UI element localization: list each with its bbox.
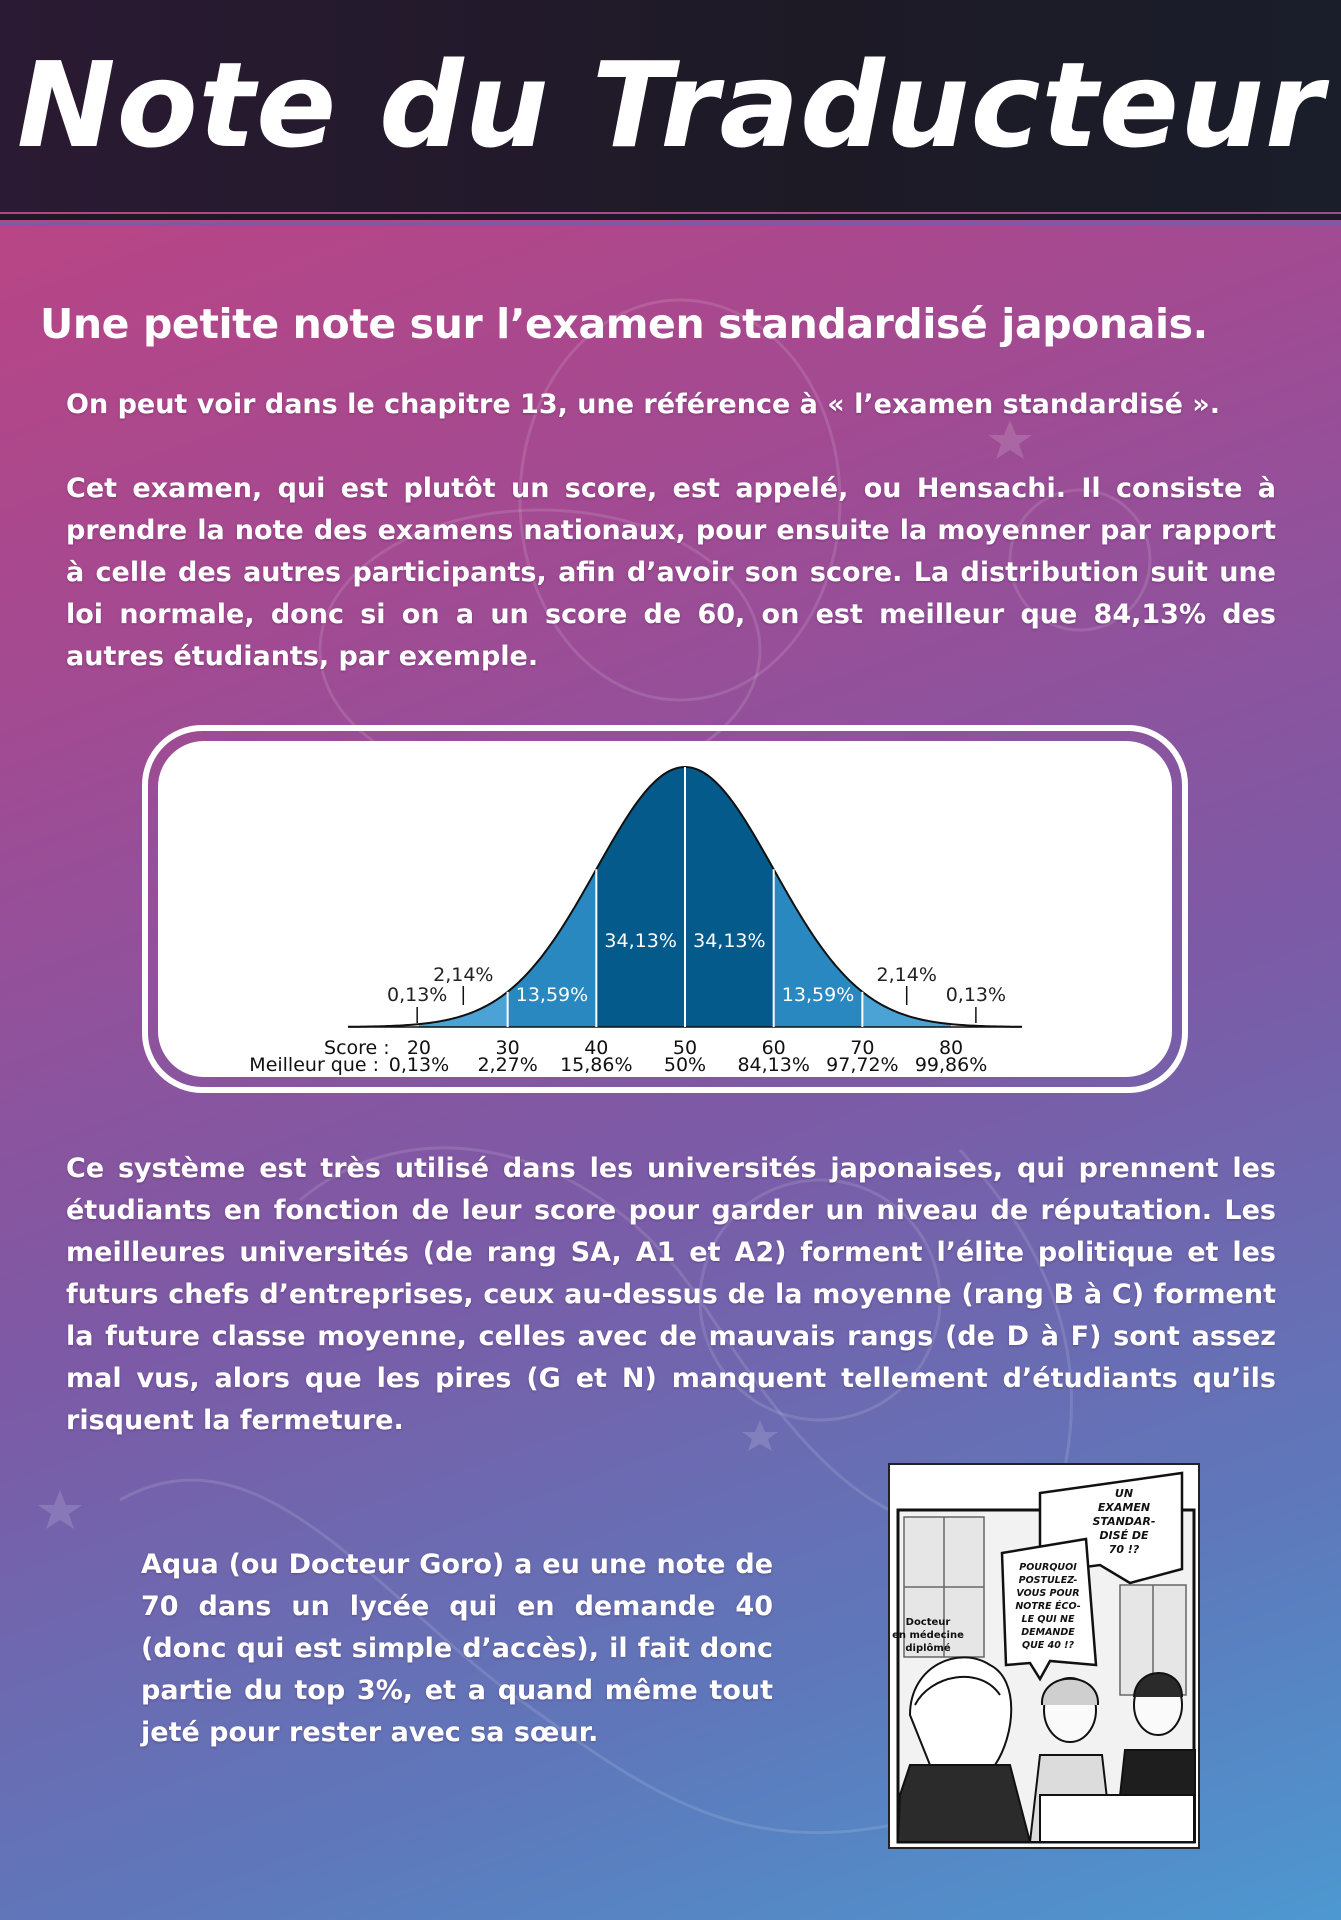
percentile-tick-label: 99,86% xyxy=(914,1054,988,1076)
percentile-tick-label: 0,13% xyxy=(388,1054,450,1076)
band-label: 2,14% xyxy=(876,964,937,986)
band-label: 13,59% xyxy=(781,984,855,1006)
page-title: Note du Traducteur xyxy=(16,36,1325,174)
score-tick-label: 80 xyxy=(938,1037,964,1059)
header-banner xyxy=(0,0,1341,212)
score-tick-label: 40 xyxy=(584,1037,609,1059)
score-tick-label: 20 xyxy=(406,1037,432,1059)
header-divider xyxy=(0,214,1341,220)
manga-text-line: POURQUOI xyxy=(1019,1562,1077,1573)
band-label: 34,13% xyxy=(693,930,766,952)
paragraph-hensachi: Cet examen, qui est plutôt un score, est appelé, ou Hensachi. Il consiste à prendre la note des examens nationaux, pour ensuite la moyenner par rapport à celle des autres participants, afin d’avoir son score. La distribution suit une loi normale, donc si on a un score de 60, on est meilleur que 84,13% des autres étudiants, par exemple. xyxy=(66,473,1276,672)
manga-text-line: LE QUI NE xyxy=(1021,1614,1075,1625)
band-label: 2,14% xyxy=(433,964,494,986)
paragraph-aqua: Aqua (ou Docteur Goro) a eu une note de 70 dans un lycée qui en demande 40 (donc qui est simple d’accès), il fait donc partie du top 3%, et a quand même tout jeté pour rester avec sa sœur. xyxy=(141,1549,773,1748)
speech-bubble-question-text xyxy=(1015,1562,1080,1651)
tail-label: 0,13% xyxy=(386,984,448,1006)
manga-text-line: Docteur xyxy=(905,1617,951,1628)
table xyxy=(1040,1795,1194,1842)
header-accent-divider xyxy=(0,222,1341,226)
paragraph-universities: Ce système est très utilisé dans les universités japonaises, qui prennent les étudiants en fonction de leur score pour garder un niveau de réputation. Les meilleures universités (de rang SA, A1 et A2) forment l’élite politique et les futurs chefs d’entreprises, ceux au-dessus de la moyenne (rang B à C) forment la future classe moyenne, celles avec de mauvais rangs (de D à F) sont assez mal vus, alors que les pires (G et N) manquent tellement d’étudiants qu’ils risquent la fermeture. xyxy=(66,1153,1276,1436)
band-label: 13,59% xyxy=(515,984,589,1006)
section-heading: Une petite note sur l’examen standardisé japonais. xyxy=(40,300,1208,348)
manga-text-line: en médecine xyxy=(892,1630,964,1641)
manga-text-line: DISÉ DE xyxy=(1099,1529,1149,1542)
manga-text-line: DEMANDE xyxy=(1021,1627,1075,1638)
normal-distribution-chart xyxy=(158,741,1172,1077)
manga-text-line: POSTULEZ- xyxy=(1018,1575,1078,1586)
paragraph-intro: On peut voir dans le chapitre 13, une référence à « l’examen standardisé ». xyxy=(66,389,1220,420)
manga-text-line: 70 !? xyxy=(1108,1543,1140,1556)
score-row-label: Score : xyxy=(324,1037,390,1059)
percentile-tick-label: 15,86% xyxy=(560,1054,633,1076)
manga-text-line: diplômé xyxy=(905,1643,951,1654)
score-tick-label: 70 xyxy=(850,1037,875,1059)
percentile-tick-label: 97,72% xyxy=(826,1054,899,1076)
manga-text-line: UN xyxy=(1114,1487,1134,1500)
chart-container xyxy=(158,741,1172,1077)
manga-text-line: STANDAR- xyxy=(1092,1515,1156,1528)
manga-text-line: QUE 40 !? xyxy=(1022,1640,1074,1651)
percentile-tick-label: 84,13% xyxy=(737,1054,810,1076)
score-tick-label: 30 xyxy=(495,1037,520,1059)
better-row-label: Meilleur que : xyxy=(249,1054,380,1076)
score-tick-label: 60 xyxy=(761,1037,786,1059)
percentile-tick-label: 2,27% xyxy=(477,1054,538,1076)
tail-label: 0,13% xyxy=(945,984,1007,1006)
manga-text-line: EXAMEN xyxy=(1097,1501,1151,1514)
manga-text-line: NOTRE ÉCO- xyxy=(1015,1601,1081,1612)
score-tick-label: 50 xyxy=(672,1037,698,1059)
percentile-tick-label: 50% xyxy=(663,1054,707,1076)
manga-panel xyxy=(888,1463,1200,1849)
manga-text-line: VOUS POUR xyxy=(1016,1588,1080,1599)
band-label: 34,13% xyxy=(604,930,677,952)
